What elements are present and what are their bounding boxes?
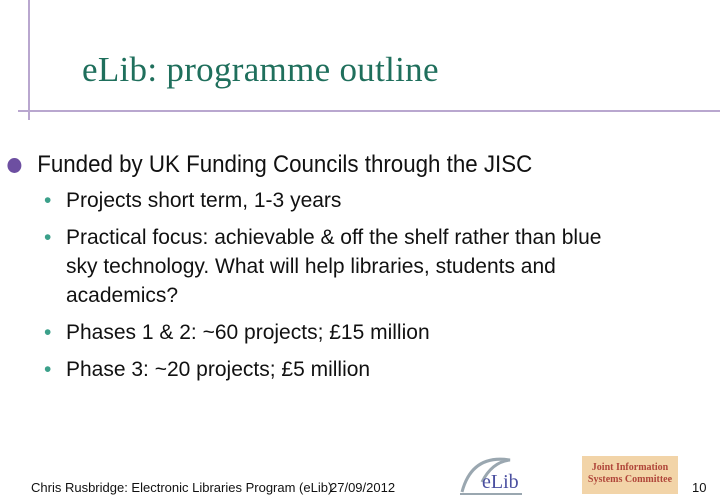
sub-bullet-dot-icon: • [44, 321, 52, 344]
sub-bullet-item [0, 186, 626, 215]
bullet-dot-icon [7, 158, 21, 173]
bullet-list [0, 148, 728, 392]
jisc-logo-line2: Systems Committee [587, 474, 673, 485]
footer [0, 470, 728, 504]
sub-bullet-item [0, 318, 626, 347]
bullet-item [0, 148, 677, 182]
footer-date: 27/09/2012 [330, 480, 396, 495]
sub-bullet-dot-icon: • [44, 189, 52, 212]
bullet-text: Funded by UK Funding Councils through the JISC [37, 151, 533, 178]
sub-bullet-text: Phase 3: ~20 projects; £5 million [66, 358, 371, 381]
jisc-logo-line1: Joint Information [591, 462, 669, 473]
sub-bullet-text: Phases 1 & 2: ~60 projects; £15 million [66, 321, 430, 344]
sub-bullet-item [0, 355, 626, 384]
sub-bullet-dot-icon: • [44, 358, 52, 381]
vertical-rule [28, 0, 30, 120]
sub-bullet-list [0, 186, 728, 384]
page-number: 10 [692, 480, 707, 495]
sub-bullet-item [0, 223, 626, 310]
slide-title: eLib: programme outline [82, 50, 439, 89]
sub-bullet-text: Projects short term, 1-3 years [66, 189, 342, 212]
sub-bullet-dot-icon: • [44, 226, 52, 249]
elib-logo-text: eLib [482, 471, 519, 493]
footer-author: Chris Rusbridge: Electronic Libraries Program (eLib) [31, 480, 333, 495]
sub-bullet-text: Practical focus: achievable & off the shelf rather than blue sky technology. What will help libraries, students and academics? [66, 226, 602, 307]
horizontal-rule [18, 110, 720, 112]
